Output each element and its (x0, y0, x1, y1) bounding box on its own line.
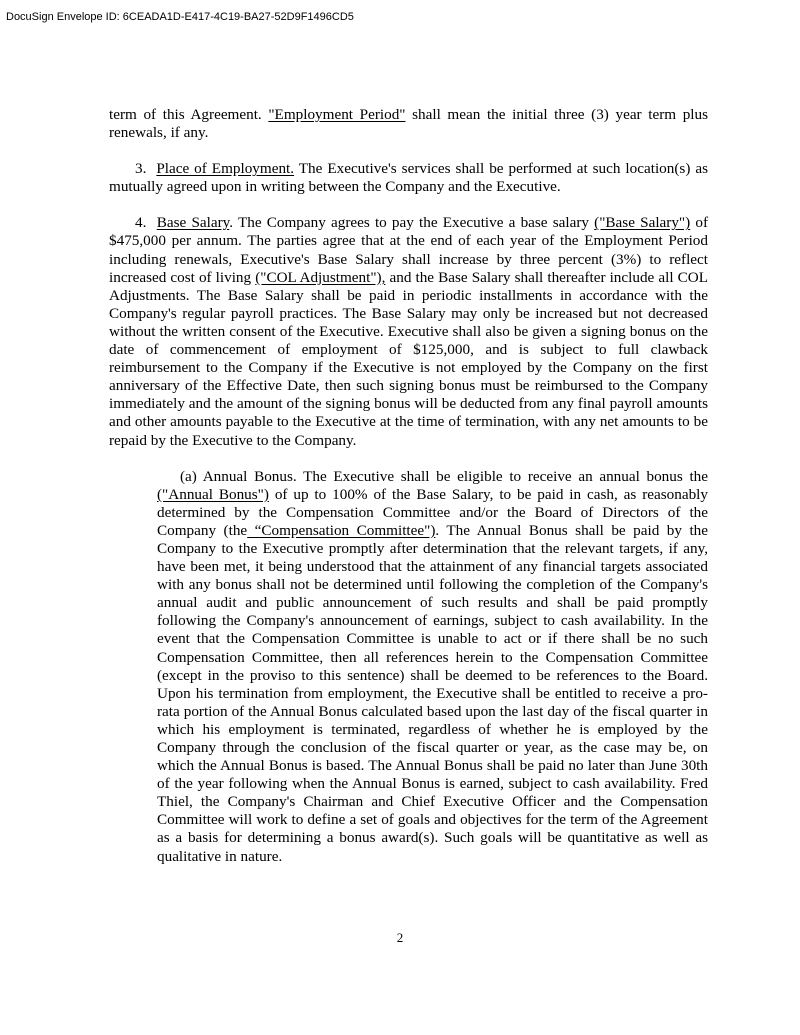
page-number: 2 (396, 930, 404, 945)
compensation-committee-term: “Compensation Committee") (247, 521, 436, 539)
section-2-continuation (109, 106, 708, 142)
document-body (109, 106, 708, 881)
section-4-part-1: . The Company agrees to pay the Executive a base salary (229, 214, 595, 232)
section-4-part-2: of $475,000 per annum. The parties agree that at the end of each year of the Employment Period including renewals, Executive's Base Salary shall increase by three percent (3%) to reflect increased cost of living (109, 214, 709, 286)
section-4-part-3: and the Base Salary shall thereafter include all COL Adjustments. The Base Salary shall be paid in periodic installments in accordance with the Company's regular payroll practices. The Base Salary may only be increased but not decreased without the written consent of the Executive. Executive shall also be given a signing bonus on the date of commencement of employment of $125,000, and is subject to full clawback reimbursement to the Company if the Executive is not employed by the Company on the first anniversary of the Effective Date, then such signing bonus must be reimbursed to the Company immediately and the amount of the signing bonus will be deducted from any final payroll amounts and other amounts payable to the Executive at the time of termination, with any net amounts to be repaid by the Executive to the Company. (109, 268, 708, 449)
employment-period-term: "Employment Period" (268, 106, 406, 123)
col-adjustment-term: ("COL Adjustment"), (255, 268, 386, 286)
subsection-a-part-1: (a) Annual Bonus. The Executive shall be eligible to receive an annual bonus the (180, 467, 708, 485)
subsection-a-part-2: of up to 100% of the Base Salary, to be paid in cash, as reasonably determined by the Compensation Committee and/or the Board of Directors of the Company (the (157, 485, 708, 539)
subsection-a-annual-bonus (157, 468, 708, 866)
docusign-envelope-id: DocuSign Envelope ID: 6CEADA1D-E417-4C19-BA27-52D9F1496CD5 (6, 11, 354, 23)
section-3-number: 3. (135, 160, 147, 178)
annual-bonus-term: ("Annual Bonus") (157, 485, 269, 503)
base-salary-term: ("Base Salary") (594, 214, 691, 232)
section-4-base-salary (109, 214, 708, 449)
section-3-place-of-employment (109, 160, 708, 196)
section-3-heading: Place of Employment. (156, 160, 295, 178)
section-4-heading: Base Salary (156, 214, 230, 232)
section-2-text-after: shall mean the initial three (3) year term plus renewals, if any. (109, 106, 709, 142)
subsection-a-part-3: . The Annual Bonus shall be paid by the Company to the Executive promptly after determination that the relevant targets, if any, have been met, it being understood that the attainment of any financial targets associated with any bonus shall not be determined until following the completion of the Company's annual audit and public announcement of such results and shall be paid promptly following the Company's announcement of earnings, subject to cash availability. In the event that the Compensation Committee is unable to act or if there shall be no such Compensation Committee, then all references herein to the Compensation Committee (except in the proviso to this sentence) shall be deemed to be references to the Board. Upon his termination from employment, the Executive shall be entitled to receive a pro-rata portion of the Annual Bonus calculated based upon the last day of the fiscal quarter in which his employment is terminated, regardless of whether he is employed by the Company through the conclusion of the fiscal quarter or year, as the case may be, on which the Annual Bonus is based. The Annual Bonus shall be paid no later than June 30th of the year following when the Annual Bonus is earned, subject to cash availability. Fred Thiel, the Company's Chairman and Chief Executive Officer and the Compensation Committee will work to define a set of goals and objectives for the term of the Agreement as a basis for determining a bonus award(s). Such goals will be quantitative as well as qualitative in nature. (157, 521, 709, 865)
section-4-number: 4. (135, 214, 147, 232)
section-3-body: The Executive's services shall be performed at such location(s) as mutually agreed upon in writing between the Company and the Executive. (109, 160, 709, 196)
section-2-text-before: term of this Agreement. (109, 106, 269, 123)
